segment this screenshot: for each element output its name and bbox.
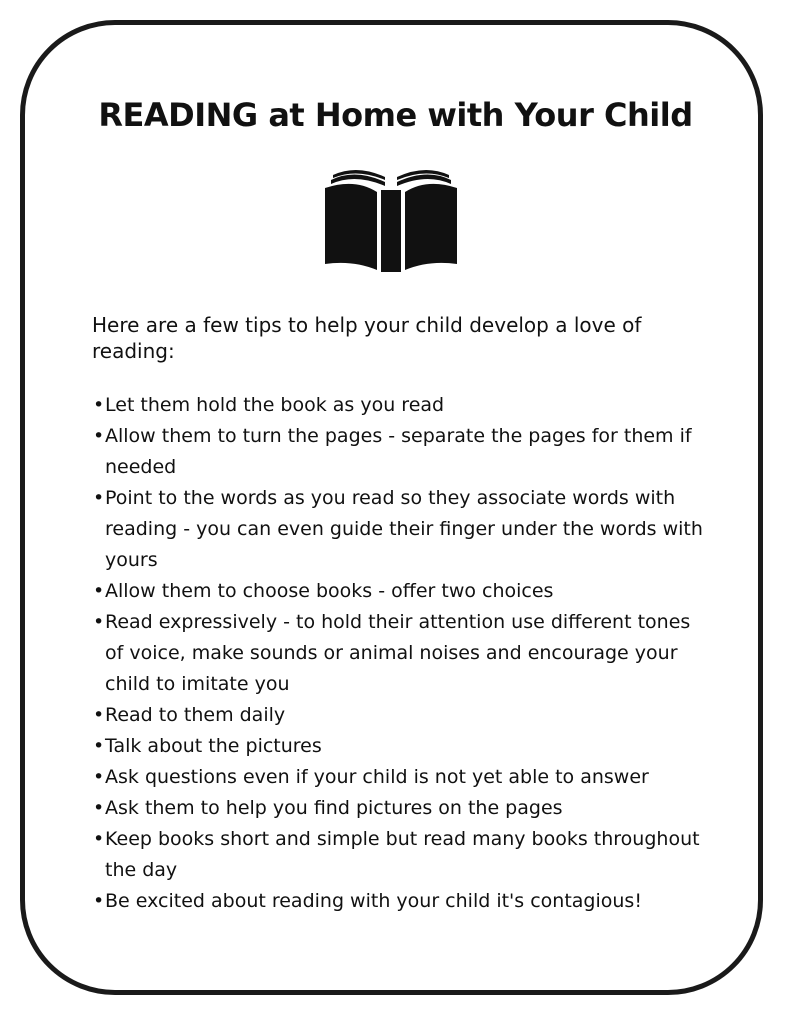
tip-text: Allow them to choose books - offer two choices bbox=[105, 580, 554, 602]
list-item bbox=[93, 576, 713, 607]
tip-text: Let them hold the book as you read bbox=[105, 394, 445, 416]
tip-text: Talk about the pictures bbox=[105, 735, 322, 757]
tip-text: Allow them to turn the pages - separate the pages for them if needed bbox=[105, 425, 692, 478]
bullet: • bbox=[93, 890, 105, 912]
bullet: • bbox=[93, 704, 105, 726]
list-item bbox=[93, 793, 713, 824]
tip-text: Ask them to help you find pictures on the pages bbox=[105, 797, 563, 819]
list-item bbox=[93, 824, 713, 886]
bullet: • bbox=[93, 394, 105, 416]
bullet: • bbox=[93, 766, 105, 788]
tip-text: Be excited about reading with your child it's contagious! bbox=[105, 890, 642, 912]
list-item bbox=[93, 700, 713, 731]
intro-text: Here are a few tips to help your child develop a love of reading: bbox=[92, 313, 642, 363]
tip-text: Read to them daily bbox=[105, 704, 286, 726]
bullet: • bbox=[93, 580, 105, 602]
list-item bbox=[93, 886, 713, 917]
bullet: • bbox=[93, 425, 105, 447]
list-item bbox=[93, 483, 713, 576]
list-item bbox=[93, 607, 713, 700]
page-title: READING at Home with Your Child bbox=[98, 96, 693, 134]
list-item bbox=[93, 762, 713, 793]
list-item bbox=[93, 731, 713, 762]
bullet: • bbox=[93, 611, 105, 633]
tip-text: Point to the words as you read so they associate words with reading - you can even guide their finger under the words with yours bbox=[105, 487, 703, 571]
bullet: • bbox=[93, 487, 105, 509]
list-item bbox=[93, 390, 713, 421]
list-item bbox=[93, 421, 713, 483]
bullet: • bbox=[93, 828, 105, 850]
bullet: • bbox=[93, 735, 105, 757]
open-book-icon bbox=[325, 164, 457, 272]
tips-list bbox=[93, 390, 713, 917]
tip-text: Read expressively - to hold their attention use different tones of voice, make sounds or animal noises and encourage your child to imitate you bbox=[105, 611, 691, 695]
bullet: • bbox=[93, 797, 105, 819]
tip-text: Ask questions even if your child is not yet able to answer bbox=[105, 766, 649, 788]
tip-text: Keep books short and simple but read many books throughout the day bbox=[105, 828, 700, 881]
